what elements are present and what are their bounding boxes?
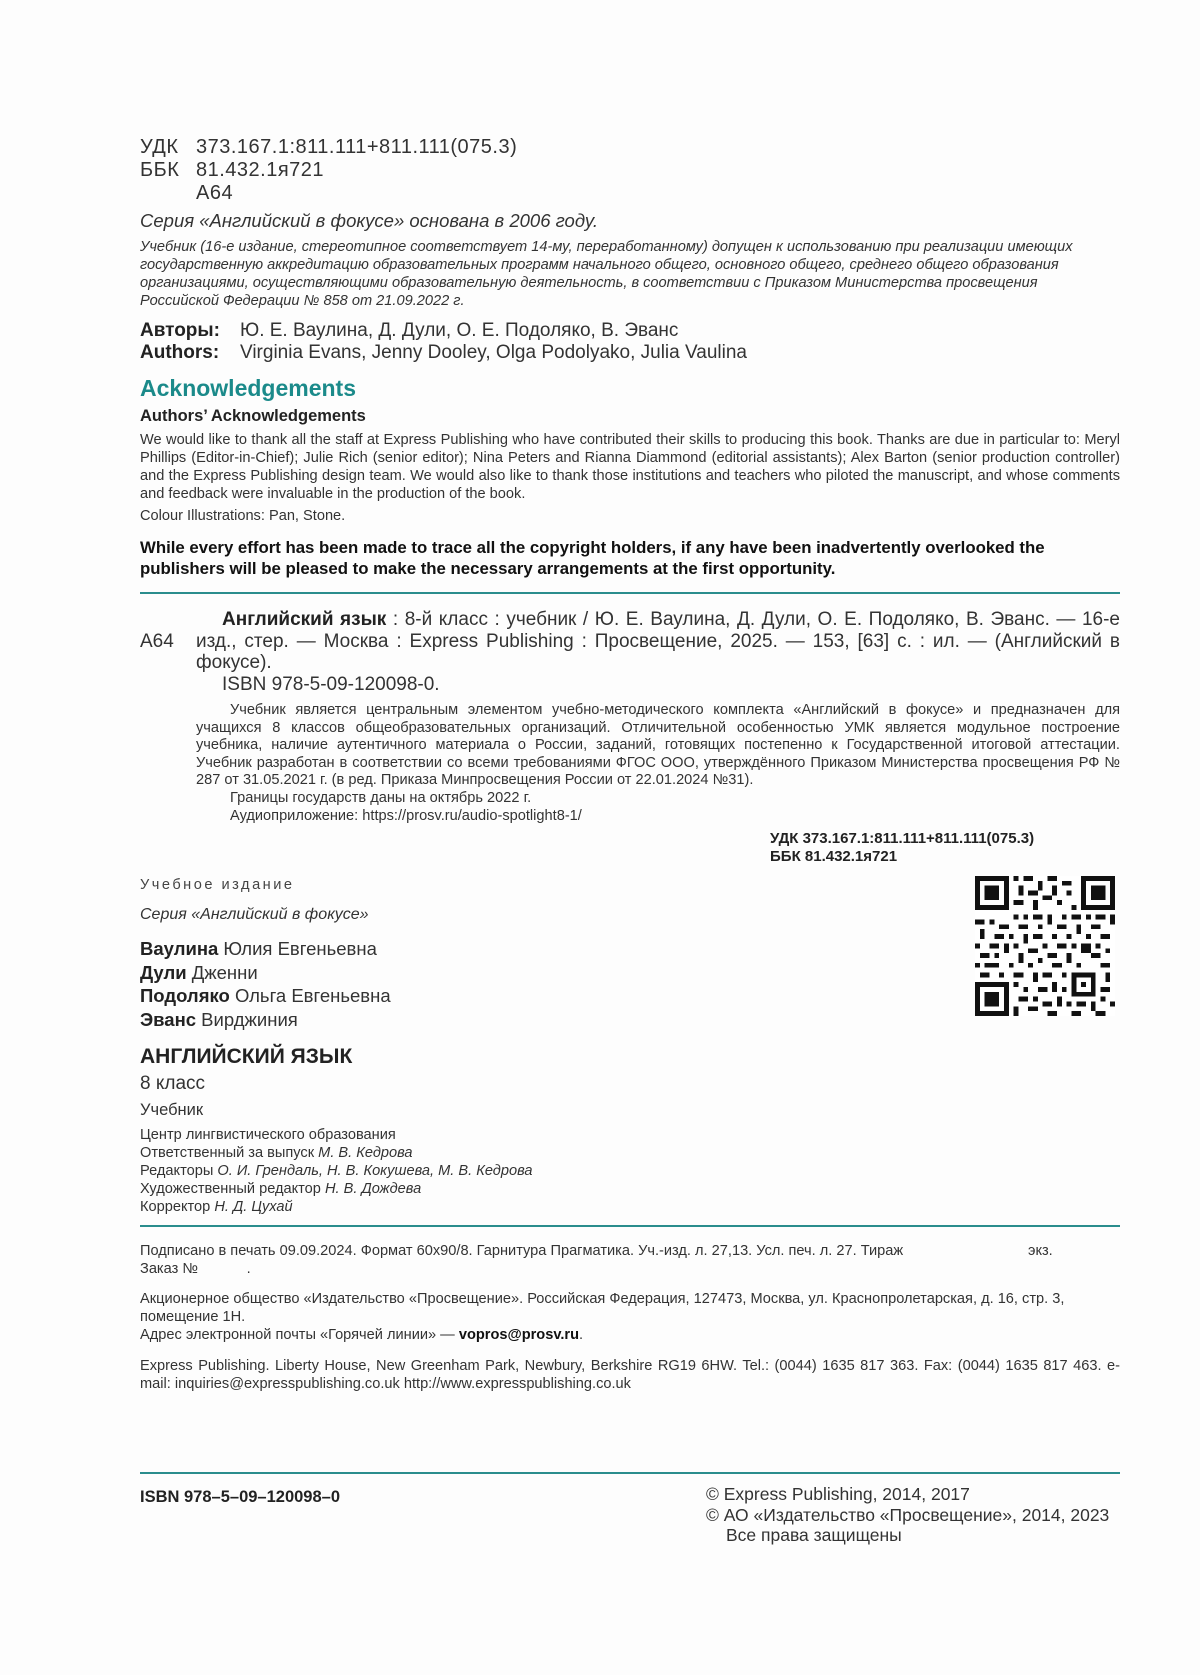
classification-block — [140, 136, 517, 205]
author-mark: А64 — [196, 182, 234, 204]
acknowledgements-subheading: Authors’ Acknowledgements — [140, 407, 366, 425]
people-list — [140, 937, 391, 1031]
biblio-isbn: ISBN 978-5-09-120098-0. — [222, 674, 440, 695]
acknowledgements-heading: Acknowledgements — [140, 375, 356, 401]
authors-block — [140, 320, 747, 364]
print-signed: Подписано в печать 09.09.2024. Формат 60x90/8. Гарнитура Прагматика. Уч.-изд. л. 27,13. Усл. печ. л. 27. Тираж — [140, 1243, 904, 1259]
person: Ваулина Юлия Евгеньевна — [140, 938, 377, 959]
approval-text: Учебник (16-е издание, стереотипное соответствует 14-му, переработанному) допущен к использованию при реализации имеющих государственную аккредитацию образовательных программ начального общего, основного общего, среднего общего образования организациями, осуществляющими образовательную деятельность, в соответствии с Приказом Министерства просвещения Российской Федерации № 858 от 21.09.2022 г. — [140, 239, 1073, 309]
corrector-line: Корректор Н. Д. Цухай — [140, 1199, 293, 1215]
rights-reserved: Все права защищены — [726, 1525, 902, 1545]
qr-code-icon — [975, 876, 1115, 1016]
biblio-title: Английский язык — [222, 609, 387, 630]
express-publishing-address: Express Publishing. Liberty House, New Greenham Park, Newbury, Berkshire RG19 6HW. Tel.: (0044) 1635 817 363. Fax: (0044) 1635 817 463. e-mail: inquiries@expresspublishing.co.uk http://www.expresspublishing.co.uk — [140, 1358, 1120, 1392]
art-editor-line: Художественный редактор Н. В. Дождева — [140, 1181, 422, 1197]
divider-top — [140, 592, 1120, 594]
publisher-address: Акционерное общество «Издательство «Просвещение». Российская Федерация, 127473, Москва, ул. Краснопролетарская, д. 16, стр. 3, помещение 1Н. — [140, 1291, 1065, 1325]
person: Дули Дженни — [140, 961, 258, 983]
borders-note: Границы государств даны на октябрь 2022 г. — [230, 790, 532, 806]
biblio-details: : 8-й класс : учебник / Ю. Е. Ваулина, Д. Дули, О. Е. Подоляко, В. Эванс. — 16-е изд., стер. — Москва : Express Publishing : Просвещение, 2025. — 153, [63] с. : ил. — (Английский в фокусе). — [196, 609, 1120, 673]
audio-link: Аудиоприложение: https://prosv.ru/audio-spotlight8-1/ — [230, 808, 582, 824]
biblio-abstract — [196, 702, 1120, 790]
copyright-prosv: © АО «Издательство «Просвещение», 2014, 2023 — [706, 1504, 1110, 1525]
copyright-block — [706, 1484, 1109, 1546]
udk-label: УДК — [140, 136, 179, 158]
authors-ru-value: Ю. Е. Ваулина, Д. Дули, О. Е. Подоляко, В. Эванс — [240, 320, 679, 341]
acknowledgements-body: We would like to thank all the staff at Express Publishing who have contributed their skills to producing this book. Thanks are due in particular to: Meryl Phillips (Editor-in-Chief); Julie Rich (senior editor); Nina Peters and Rianna Diammond (editorial assistants); Alex Barton (senior production controller) and the Express Publishing design team. We would also like to thank those institutions and teachers who piloted the manuscript, and whose comments and feedback were invaluable in the production of the book. — [140, 432, 1120, 502]
editorial-credits — [140, 1126, 533, 1216]
biblio-description — [196, 609, 1120, 674]
authors-en-value: Virginia Evans, Jenny Dooley, Olga Podolyako, Julia Vaulina — [240, 342, 747, 363]
imprint-page — [140, 0, 1120, 1675]
divider-bottom — [140, 1472, 1120, 1474]
bbk-full: ББК 81.432.1я721 — [770, 848, 898, 865]
authors-ru-label: Авторы: — [140, 320, 220, 341]
book-grade: 8 класс — [140, 1073, 206, 1094]
series-founded: Серия «Английский в фокусе» основана в 2006 году. — [140, 210, 599, 231]
udk-full: УДК 373.167.1:811.111+811.111(075.3) — [770, 830, 1035, 847]
divider-middle — [140, 1225, 1120, 1227]
imprint-series: Серия «Английский в фокусе» — [140, 906, 369, 923]
hotline: Адрес электронной почты «Горячей линии» — vopros@prosv.ru. — [140, 1327, 584, 1343]
copyright-ep: © Express Publishing, 2014, 2017 — [706, 1484, 970, 1504]
center-name: Центр лингвистического образования — [140, 1127, 396, 1143]
illustrations-credit: Colour Illustrations: Pan, Stone. — [140, 508, 346, 524]
udk-bbk-right — [770, 830, 1034, 866]
hotline-email: vopros@prosv.ru — [458, 1327, 580, 1343]
book-kind: Учебник — [140, 1101, 204, 1119]
abstract-text: Учебник является центральным элементом учебно-методического комплекта «Английский в фокусе» и предназначен для учащихся 8 классов общеобразовательных организаций. Отличительной особенностью УМК является модульное построение учебника, наличие аутентичного материала о России, заданий, готовящих постепенно к Государственной итоговой аттестации. Учебник разработан в соответствии со всеми требованиями ФГОС ООО, утверждённого Приказом Министерства просвещения РФ № 287 от 31.05.2021 г. (в ред. Приказа Минпросвещения России от 22.01.2024 №31). — [196, 702, 1120, 789]
responsible-line: Ответственный за выпуск М. В. Кедрова — [140, 1145, 413, 1161]
copies-suffix: экз. — [1028, 1243, 1053, 1259]
authors-en-label: Authors: — [140, 342, 220, 363]
footer-isbn: ISBN 978–5–09–120098–0 — [140, 1488, 341, 1506]
person: Подоляко Ольга Евгеньевна — [140, 985, 391, 1006]
person: Эванс Вирджиния — [140, 1008, 298, 1030]
udk-value: 373.167.1:811.111+811.111(075.3) — [196, 136, 518, 158]
biblio-code: А64 — [140, 631, 174, 652]
copyright-notice: While every effort has been made to trace all the copyright holders, if any have been inadvertently overlooked the publishers will be pleased to make the necessary arrangements at the first opportunity. — [140, 538, 1045, 578]
edu-edition-label: Учебное издание — [140, 877, 295, 893]
bbk-label: ББК — [140, 159, 180, 181]
editors-line: Редакторы О. И. Грендаль, Н. В. Кокушева, М. В. Кедрова — [140, 1163, 533, 1179]
bbk-value: 81.432.1я721 — [196, 159, 325, 181]
print-info — [140, 1242, 1120, 1278]
book-title: АНГЛИЙСКИЙ ЯЗЫК — [140, 1045, 353, 1068]
order-number: Заказ № . — [140, 1261, 251, 1277]
